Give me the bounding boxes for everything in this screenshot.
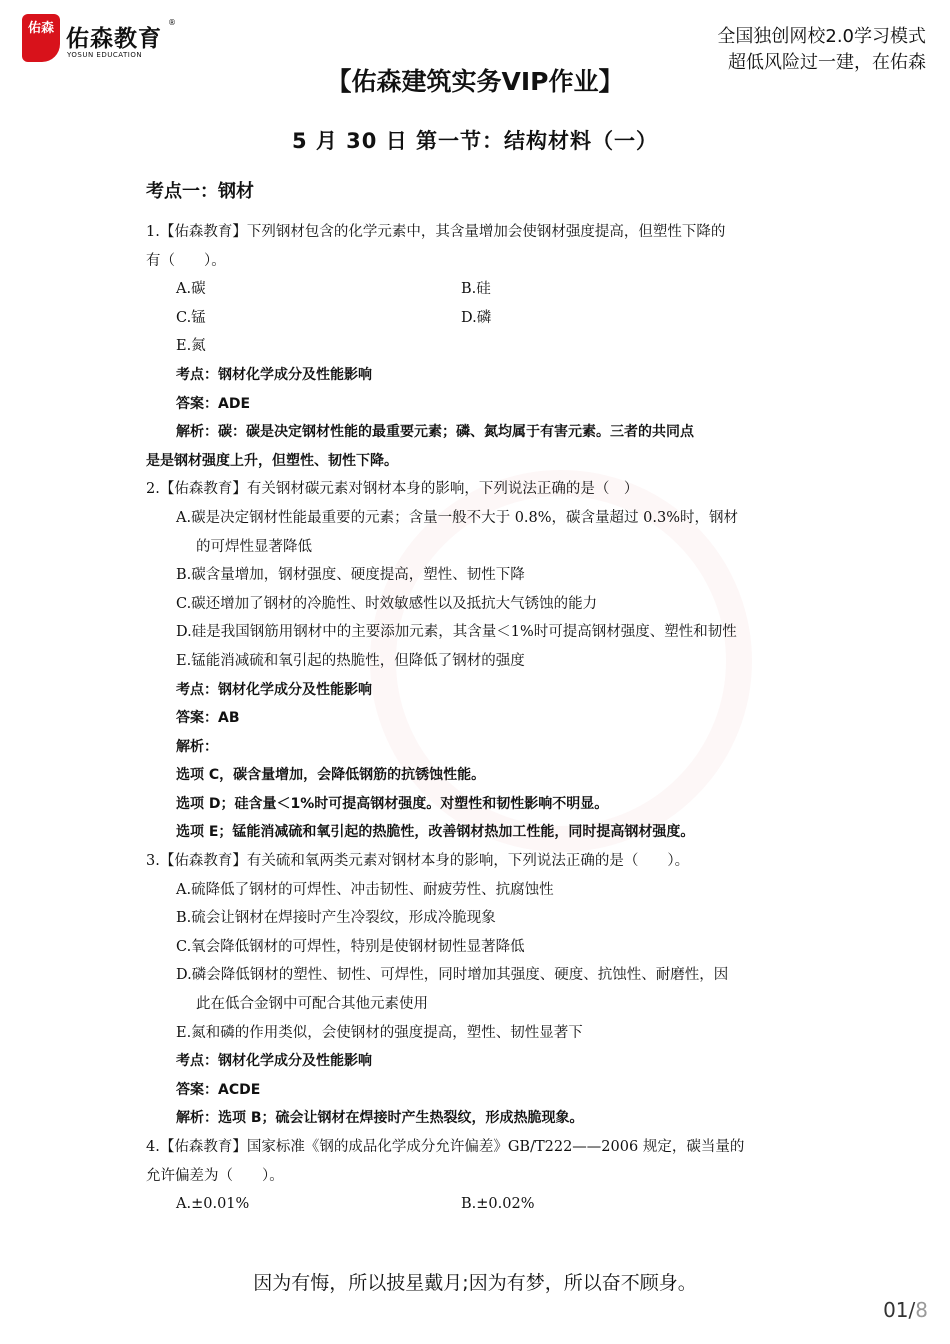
q2-analysis-e: 选项 E；锰能消减硫和氧引起的热脆性，改善钢材热加工性能，同时提高钢材强度。: [176, 824, 695, 841]
q4-option-b: B.±0.02%: [461, 1196, 535, 1213]
q3-point: 考点：钢材化学成分及性能影响: [176, 1053, 372, 1070]
q3-option-d-line2: 此在低合金钢中可配合其他元素使用: [196, 996, 428, 1013]
q2-stem: 2.【佑森教育】有关钢材碳元素对钢材本身的影响，下列说法正确的是（ ）: [146, 481, 639, 498]
q1-point: 考点：钢材化学成分及性能影响: [176, 366, 372, 383]
section-title: 5 月 30 日 第一节：结构材料（一）: [291, 129, 659, 153]
q1-options-row2: [146, 304, 811, 333]
brand-logo: [22, 14, 182, 66]
page-number: [883, 1298, 928, 1322]
q1-option-b: B.硅: [461, 281, 491, 298]
q1-stem-line1: 1.【佑森教育】下列钢材包含的化学元素中，其含量增加会使钢材强度提高，但塑性下降的: [146, 224, 726, 240]
q3-answer: 答案：ACDE: [176, 1081, 261, 1098]
slogan-line-2: 超低风险过一建，在佑森: [728, 52, 926, 73]
logo-english: YOSUN EDUCATION: [67, 51, 143, 59]
q3-option-c: C.氧会降低钢材的可焊性，特别是使钢材韧性显著降低: [176, 938, 525, 955]
q1-analysis-line1: 解析：碳：碳是决定钢材性能的最重要元素；磷、氮均属于有害元素。三者的共同点: [176, 424, 694, 441]
q2-option-b: B.碳含量增加，钢材强度、硬度提高，塑性、韧性下降: [176, 567, 525, 584]
q1-answer: 答案：ADE: [176, 395, 251, 412]
q2-point: 考点：钢材化学成分及性能影响: [176, 681, 372, 698]
q1-option-d: D.磷: [461, 309, 492, 326]
q2-option-e: E.锰能消减硫和氧引起的热脆性，但降低了钢材的强度: [176, 652, 525, 669]
q4-options-row1: [146, 1190, 811, 1219]
q3-option-a: A.硫降低了钢材的可焊性、冲击韧性、耐疲劳性、抗腐蚀性: [176, 881, 554, 898]
registered-mark: ®: [168, 18, 176, 27]
page-current: 01/: [883, 1298, 916, 1322]
q1-stem-line2: 有（ ）。: [146, 252, 226, 269]
q2-analysis-c: 选项 C，碳含量增加，会降低钢筋的抗锈蚀性能。: [176, 767, 486, 784]
q2-option-a-line2: 的可焊性显著降低: [196, 538, 312, 555]
q2-answer: 答案：AB: [176, 710, 240, 727]
q3-option-d-line1: D.磷会降低钢材的塑性、韧性、可焊性，同时增加其强度、硬度、抗蚀性、耐磨性，因: [176, 967, 729, 984]
q1-analysis-line2: 是是钢材强度上升，但塑性、韧性下降。: [146, 452, 398, 469]
q4-option-a: A.±0.01%: [176, 1196, 250, 1213]
q2-analysis-label: 解析：: [176, 738, 218, 755]
q2-option-d: D.硅是我国钢筋用钢材中的主要添加元素，其含量＜1%时可提高钢材强度、塑性和韧性: [176, 624, 737, 641]
logo-seal-icon: 佑森: [22, 14, 60, 62]
q3-stem: 3.【佑森教育】有关硫和氧两类元素对钢材本身的影响，下列说法正确的是（ ）。: [146, 853, 690, 870]
q3-option-e: E.氮和磷的作用类似，会使钢材的强度提高，塑性、韧性显著下: [176, 1024, 583, 1041]
q2-option-a-line1: A.碳是决定钢材性能最重要的元素；含量一般不大于 0.8%，碳含量超过 0.3%时，钢材: [176, 509, 738, 526]
slogan-line-1: 全国独创网校2.0学习模式: [717, 26, 926, 47]
logo-name: 佑森教育: [66, 26, 162, 52]
topic-title: 考点一：钢材: [146, 181, 254, 202]
document-body: [146, 218, 811, 1219]
q3-analysis: 解析：选项 B；硫会让钢材在焊接时产生热裂纹，形成热脆现象。: [176, 1110, 584, 1127]
q1-option-a: A.碳: [176, 281, 206, 298]
q1-options-row1: [146, 275, 811, 304]
q4-stem-line2: 允许偏差为（ ）。: [146, 1167, 284, 1184]
q4-stem-line1: 4.【佑森教育】国家标准《钢的成品化学成分允许偏差》GB/T222——2006 规定，碳当量的: [146, 1139, 745, 1155]
page-total: 8: [915, 1298, 928, 1322]
footer-quote: 因为有悔，所以披星戴月;因为有梦，所以奋不顾身。: [253, 1272, 697, 1294]
q2-analysis-d: 选项 D；硅含量＜1%时可提高钢材强度。对塑性和韧性影响不明显。: [176, 795, 609, 812]
q1-option-e: E.氮: [176, 338, 206, 355]
q2-option-c: C.碳还增加了钢材的冷脆性、时效敏感性以及抵抗大气锈蚀的能力: [176, 595, 598, 612]
q1-option-c: C.锰: [176, 309, 206, 326]
q3-option-b: B.硫会让钢材在焊接时产生冷裂纹，形成冷脆现象: [176, 910, 496, 927]
document-title: 【佑森建筑实务VIP作业】: [326, 67, 624, 96]
